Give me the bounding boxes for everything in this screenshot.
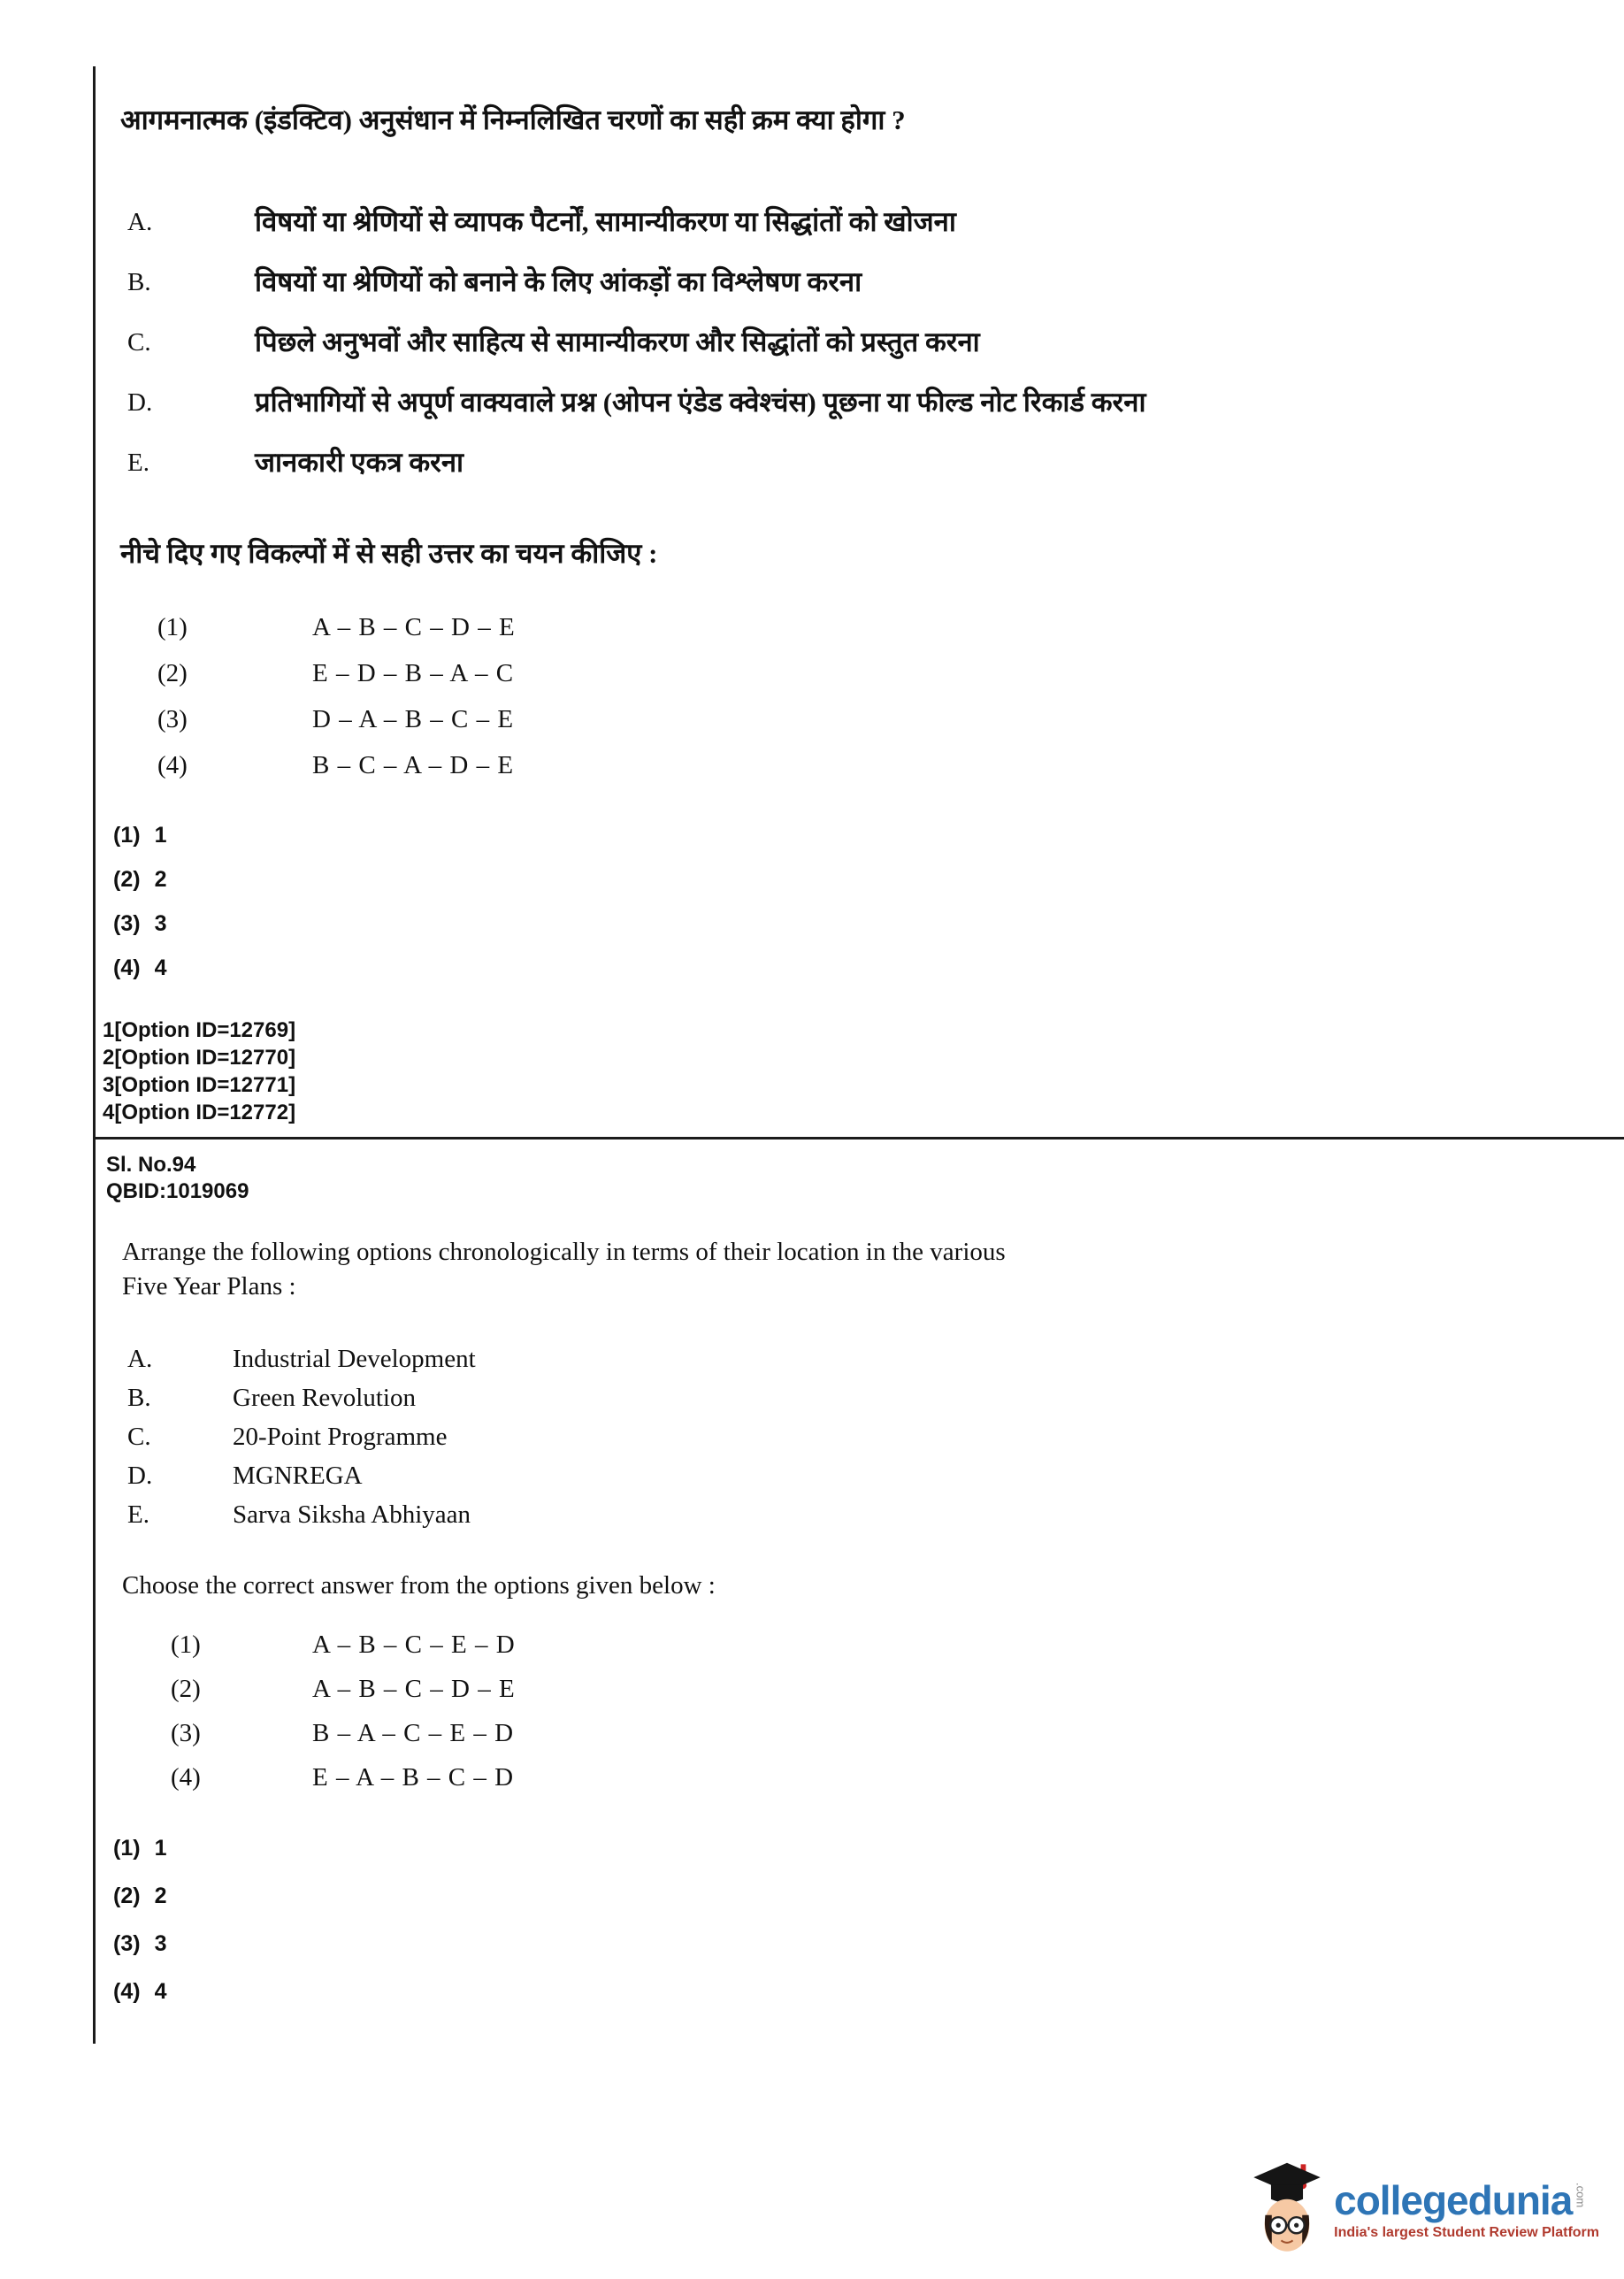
answer-value: 4 (154, 1979, 167, 2004)
list-item (96, 1456, 1624, 1495)
english-option-list (96, 1623, 1624, 1799)
question-block-hindi (96, 66, 1624, 1137)
list-item (96, 1378, 1624, 1417)
option-sequence: E – A – B – C – D (312, 1763, 515, 1792)
answer-value: 3 (154, 911, 167, 936)
option-id-line: 4[Option ID=12772] (103, 1101, 296, 1124)
hindi-item-list (96, 192, 1624, 493)
option-row (96, 696, 1624, 742)
list-item (96, 1339, 1624, 1378)
item-label: D. (127, 388, 153, 417)
answer-number: (4) (113, 955, 141, 980)
option-row (96, 650, 1624, 696)
serial-number: Sl. No.94 (106, 1153, 196, 1177)
option-sequence: B – C – A – D – E (312, 751, 515, 779)
item-text: विषयों या श्रेणियों से व्यापक पैटर्नों, सामान्यीकरण या सिद्धांतों को खोजना (255, 206, 956, 237)
item-text: 20-Point Programme (233, 1423, 448, 1451)
choose-instruction-hindi: नीचे दिए गए विकल्पों में से सही उत्तर का चयन कीजिए : (120, 538, 658, 569)
answer-row (96, 1920, 1624, 1968)
item-text: Green Revolution (233, 1384, 416, 1412)
item-label: C. (127, 1423, 151, 1451)
answer-value: 4 (154, 955, 167, 980)
option-sequence: B – A – C – E – D (312, 1719, 515, 1747)
brand-suffix: .com (1574, 2183, 1588, 2208)
option-row (96, 1755, 1624, 1799)
item-text: MGNREGA (233, 1462, 363, 1490)
option-number: (2) (171, 1675, 201, 1703)
option-row (96, 742, 1624, 788)
item-text: जानकारी एकत्र करना (255, 447, 464, 478)
answer-row (96, 1872, 1624, 1920)
list-item (96, 252, 1624, 312)
question-paper-frame (93, 66, 1624, 2044)
option-sequence: D – A – B – C – E (312, 705, 515, 733)
item-label: C. (127, 328, 151, 357)
option-sequence: E – D – B – A – C (312, 659, 515, 687)
question-line: Arrange the following options chronologically in terms of their location in the various (122, 1238, 1006, 1266)
choose-instruction-english: Choose the correct answer from the options given below : (122, 1571, 716, 1600)
item-label: A. (127, 1345, 153, 1373)
answer-number: (4) (113, 1979, 141, 2004)
brand-name: collegedunia (1334, 2177, 1573, 2223)
hindi-answer-list (96, 813, 1624, 990)
answer-row (96, 902, 1624, 946)
list-item (96, 372, 1624, 433)
answer-number: (2) (113, 867, 141, 892)
item-text: विषयों या श्रेणियों को बनाने के लिए आंकड़ों का विश्लेषण करना (255, 266, 862, 297)
graduate-mascot-icon (1251, 2162, 1323, 2258)
brand-tagline: India's largest Student Review Platform (1334, 2225, 1599, 2240)
item-label: E. (127, 1500, 149, 1529)
option-id-list (96, 1017, 1624, 1126)
option-row (96, 1623, 1624, 1667)
list-item (96, 1495, 1624, 1534)
option-id-line: 2[Option ID=12770] (103, 1046, 296, 1070)
option-number: (1) (171, 1631, 201, 1659)
item-label: D. (127, 1462, 153, 1490)
answer-number: (2) (113, 1884, 141, 1908)
answer-value: 1 (154, 1836, 167, 1861)
option-sequence: A – B – C – D – E (312, 613, 516, 641)
brand-block (1334, 2179, 1599, 2241)
item-text: प्रतिभागियों से अपूर्ण वाक्यवाले प्रश्न (ओपन एंडेड क्वेश्चंस) पूछना या फील्ड नोट रिकार्ड करना (255, 387, 1146, 418)
option-id-line: 3[Option ID=12771] (103, 1073, 296, 1097)
question-text-english (96, 1235, 1624, 1304)
option-number: (4) (157, 751, 188, 779)
answer-row (96, 1968, 1624, 2015)
answer-number: (1) (113, 1836, 141, 1861)
question-text-hindi: आगमनात्मक (इंडक्टिव) अनुसंधान में निम्नलिखित चरणों का सही क्रम क्या होगा ? (120, 104, 906, 135)
answer-value: 2 (154, 867, 167, 892)
option-number: (3) (171, 1719, 201, 1747)
option-number: (2) (157, 659, 188, 687)
answer-value: 2 (154, 1884, 167, 1908)
item-label: B. (127, 268, 151, 296)
item-label: B. (127, 1384, 151, 1412)
option-id-line: 1[Option ID=12769] (103, 1018, 296, 1042)
answer-number: (3) (113, 1931, 141, 1956)
english-answer-list (96, 1824, 1624, 2015)
answer-row (96, 813, 1624, 857)
option-number: (3) (157, 705, 188, 733)
english-item-list (96, 1339, 1624, 1534)
list-item (96, 433, 1624, 493)
collegedunia-logo (1251, 2162, 1599, 2258)
answer-value: 3 (154, 1931, 167, 1956)
answer-number: (3) (113, 911, 141, 936)
hindi-option-list (96, 604, 1624, 788)
item-label: A. (127, 208, 153, 236)
option-sequence: A – B – C – E – D (312, 1631, 516, 1659)
list-item (96, 312, 1624, 372)
option-row (96, 604, 1624, 650)
question-block-english (96, 1140, 1624, 2015)
option-row (96, 1711, 1624, 1755)
item-text: पिछले अनुभवों और साहित्य से सामान्यीकरण और सिद्धांतों को प्रस्तुत करना (255, 326, 980, 357)
option-row (96, 1667, 1624, 1711)
answer-number: (1) (113, 823, 141, 848)
question-line: Five Year Plans : (122, 1272, 296, 1301)
answer-row (96, 946, 1624, 990)
option-number: (1) (157, 613, 188, 641)
answer-row (96, 857, 1624, 902)
item-text: Industrial Development (233, 1345, 476, 1373)
answer-row (96, 1824, 1624, 1872)
list-item (96, 192, 1624, 252)
option-number: (4) (171, 1763, 201, 1792)
option-sequence: A – B – C – D – E (312, 1675, 516, 1703)
item-text: Sarva Siksha Abhiyaan (233, 1500, 471, 1529)
answer-value: 1 (154, 823, 167, 848)
list-item (96, 1417, 1624, 1456)
qbid: QBID:1019069 (106, 1179, 249, 1203)
item-label: E. (127, 449, 149, 477)
